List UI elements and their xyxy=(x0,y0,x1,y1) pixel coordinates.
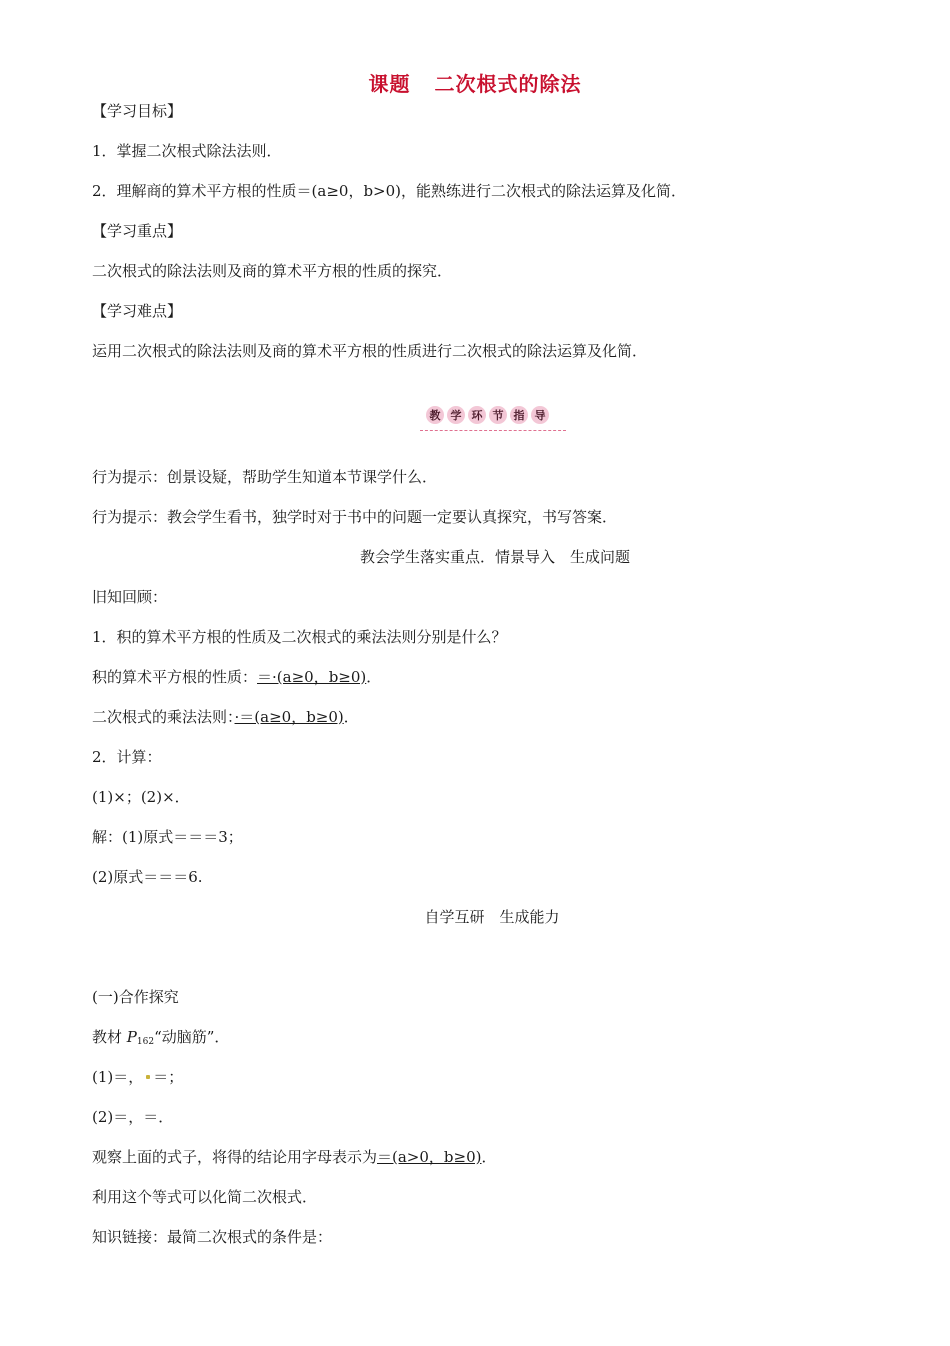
banner-char: 教 xyxy=(426,406,444,424)
equation-1-part-b: ＝； xyxy=(153,1068,184,1086)
review-question-2-items: (1)×；(2)×． xyxy=(92,788,190,806)
multiplication-rule-answer: ·＝(a≥0，b≥0) xyxy=(234,708,344,726)
difficulties-heading: 【学习难点】 xyxy=(92,302,183,320)
section-heading-2: 自学互研 生成能力 xyxy=(424,908,560,926)
product-property-label: 积的算术平方根的性质： xyxy=(92,668,258,686)
page-title xyxy=(0,68,950,97)
banner-char: 学 xyxy=(447,406,465,424)
key-points-text: 二次根式的除法法则及商的算术平方根的性质的探究． xyxy=(92,262,453,280)
explore-heading: (一)合作探究 xyxy=(92,988,179,1006)
multiplication-rule-line xyxy=(92,707,359,727)
product-property-answer: ＝·(a≥0，b≥0) xyxy=(257,668,367,686)
banner-char: 导 xyxy=(531,406,549,424)
title-text: 二次根式的除法 xyxy=(434,72,582,96)
observe-end: ． xyxy=(481,1148,497,1166)
multiplication-rule-label: 二次根式的乘法法则： xyxy=(92,708,235,726)
solution-1: 解：(1)原式＝＝＝3； xyxy=(92,828,243,846)
dot-mark-icon xyxy=(146,1075,150,1079)
section-heading-1: 教会学生落实重点．情景导入 生成问题 xyxy=(359,548,630,566)
textbook-reference xyxy=(92,1027,229,1052)
observe-line xyxy=(92,1147,497,1167)
key-points-heading: 【学习重点】 xyxy=(92,222,183,240)
equation-1 xyxy=(92,1067,183,1087)
banner-char: 环 xyxy=(468,406,486,424)
observe-label: 观察上面的式子，将得的结论用字母表示为 xyxy=(92,1148,378,1166)
objectives-heading: 【学习目标】 xyxy=(92,102,183,120)
page-letter: P xyxy=(126,1028,137,1046)
multiplication-rule-end: ． xyxy=(343,708,359,726)
page-number: 162 xyxy=(136,1037,155,1047)
objective-item-1: 1．掌握二次根式除法法则． xyxy=(92,142,282,160)
review-question-1: 1．积的算术平方根的性质及二次根式的乘法法则分别是什么？ xyxy=(92,628,507,646)
equation-2: (2)＝，＝． xyxy=(92,1108,174,1126)
textbook-suffix: “动脑筋”． xyxy=(154,1028,230,1046)
review-heading: 旧知回顾： xyxy=(92,588,168,606)
equation-1-part-a: (1)＝， xyxy=(92,1068,144,1086)
textbook-prefix: 教材 xyxy=(92,1028,123,1046)
product-property-line xyxy=(92,667,381,687)
banner-char: 指 xyxy=(510,406,528,424)
knowledge-link: 知识链接：最简二次根式的条件是： xyxy=(92,1228,333,1246)
teaching-guide-banner xyxy=(420,404,566,434)
solution-2: (2)原式＝＝＝6. xyxy=(92,868,203,886)
product-property-end: ． xyxy=(366,668,382,686)
review-question-2: 2．计算： xyxy=(92,748,162,766)
objective-item-2: 2．理解商的算术平方根的性质＝(a≥0，b>0)，能熟练进行二次根式的除法运算及化简． xyxy=(92,182,687,200)
difficulties-text: 运用二次根式的除法法则及商的算术平方根的性质进行二次根式的除法运算及化简． xyxy=(92,342,648,360)
hint-1: 行为提示：创景设疑，帮助学生知道本节课学什么． xyxy=(92,468,438,486)
observe-answer: ＝(a>0，b≥0) xyxy=(377,1148,482,1166)
title-label: 课题 xyxy=(368,72,411,96)
simplify-text: 利用这个等式可以化简二次根式． xyxy=(92,1188,318,1206)
hint-2: 行为提示：教会学生看书，独学时对于书中的问题一定要认真探究，书写答案． xyxy=(92,508,618,526)
banner-char: 节 xyxy=(489,406,507,424)
